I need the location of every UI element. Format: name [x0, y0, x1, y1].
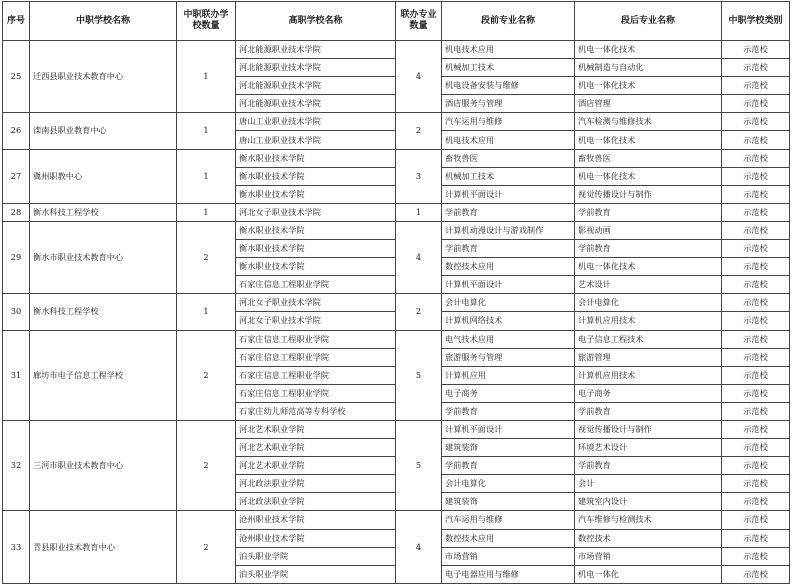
school-category: 示范校 [722, 439, 790, 457]
pre-major-name: 旅游服务与管理 [442, 348, 575, 366]
school-category: 示范校 [722, 294, 790, 312]
partner-count: 1 [177, 294, 236, 330]
pre-major-name: 计算机应用 [442, 366, 575, 384]
higher-vocational-school-name: 泊头职业学院 [236, 565, 396, 583]
school-category: 示范校 [722, 185, 790, 203]
row-number: 25 [3, 41, 30, 113]
secondary-school-name: 廊坊市电子信息工程学校 [30, 330, 177, 420]
post-major-name: 电子信息工程技术 [575, 330, 722, 348]
pre-major-name: 建筑装饰 [442, 439, 575, 457]
secondary-school-name: 冀州职教中心 [30, 149, 177, 203]
higher-vocational-school-name: 唐山工业职业技术学院 [236, 113, 396, 131]
higher-vocational-school-name: 石家庄信息工程职业学院 [236, 330, 396, 348]
higher-vocational-school-name: 河北能源职业技术学院 [236, 59, 396, 77]
post-major-name: 建筑室内设计 [575, 493, 722, 511]
header-row [3, 2, 790, 41]
header-secondary-school: 中职学校名称 [30, 2, 177, 41]
major-count: 5 [396, 330, 442, 420]
pre-major-name: 计算机平面设计 [442, 420, 575, 438]
pre-major-name: 电气技术应用 [442, 330, 575, 348]
higher-vocational-school-name: 沧州职业技术学院 [236, 511, 396, 529]
school-category: 示范校 [722, 493, 790, 511]
table-row [3, 330, 790, 348]
post-major-name: 视觉传播设计与制作 [575, 185, 722, 203]
pre-major-name: 机电设备安装与维修 [442, 77, 575, 95]
post-major-name: 机电一体化技术 [575, 41, 722, 59]
major-count: 3 [396, 149, 442, 203]
school-category: 示范校 [722, 384, 790, 402]
pre-major-name: 电子电器应用与维修 [442, 565, 575, 583]
partner-count: 1 [177, 113, 236, 149]
table-wrapper [2, 1, 790, 584]
higher-vocational-school-name: 河北艺术职业学院 [236, 439, 396, 457]
school-category: 示范校 [722, 366, 790, 384]
pre-major-name: 学前教育 [442, 240, 575, 258]
pre-major-name: 学前教育 [442, 402, 575, 420]
partner-count: 2 [177, 221, 236, 293]
higher-vocational-school-name: 河北能源职业技术学院 [236, 77, 396, 95]
post-major-name: 畜牧兽医 [575, 149, 722, 167]
post-major-name: 旅游管理 [575, 348, 722, 366]
post-major-name: 机电一体化技术 [575, 258, 722, 276]
school-category: 示范校 [722, 95, 790, 113]
pre-major-name: 电子商务 [442, 384, 575, 402]
higher-vocational-school-name: 河北女子职业技术学院 [236, 312, 396, 330]
higher-vocational-school-name: 河北政法职业学院 [236, 493, 396, 511]
higher-vocational-school-name: 石家庄幼儿师范高等专科学校 [236, 402, 396, 420]
school-category: 示范校 [722, 348, 790, 366]
higher-vocational-school-name: 河北能源职业技术学院 [236, 95, 396, 113]
secondary-school-name: 迁西县职业技术教育中心 [30, 41, 177, 113]
secondary-school-name: 滦南县职业教育中心 [30, 113, 177, 149]
post-major-name: 影视动画 [575, 221, 722, 239]
higher-vocational-school-name: 衡水职业技术学院 [236, 221, 396, 239]
post-major-name: 汽车检测与维修技术 [575, 113, 722, 131]
header-no: 序号 [3, 2, 30, 41]
pre-major-name: 数控技术应用 [442, 258, 575, 276]
higher-vocational-school-name: 石家庄信息工程职业学院 [236, 276, 396, 294]
pre-major-name: 汽车运用与维修 [442, 113, 575, 131]
higher-vocational-school-name: 河北能源职业技术学院 [236, 41, 396, 59]
post-major-name: 艺术设计 [575, 276, 722, 294]
row-number: 30 [3, 294, 30, 330]
post-major-name: 学前教育 [575, 203, 722, 221]
table-row [3, 420, 790, 438]
school-category: 示范校 [722, 77, 790, 95]
pre-major-name: 机械加工技术 [442, 167, 575, 185]
school-category: 示范校 [722, 258, 790, 276]
higher-vocational-school-name: 河北女子职业技术学院 [236, 203, 396, 221]
pre-major-name: 市场营销 [442, 547, 575, 565]
higher-vocational-school-name: 衡水职业技术学院 [236, 167, 396, 185]
post-major-name: 机电一体化技术 [575, 167, 722, 185]
partner-count: 2 [177, 330, 236, 420]
higher-vocational-school-name: 石家庄信息工程职业学院 [236, 348, 396, 366]
school-category: 示范校 [722, 149, 790, 167]
header-partner-count: 中职联办学校数量 [177, 2, 236, 41]
school-category: 示范校 [722, 457, 790, 475]
major-count: 5 [396, 420, 442, 510]
major-count: 1 [396, 203, 442, 221]
post-major-name: 机械制造与自动化 [575, 59, 722, 77]
major-count: 4 [396, 41, 442, 113]
post-major-name: 汽车维修与检测技术 [575, 511, 722, 529]
post-major-name: 机电一体化技术 [575, 77, 722, 95]
pre-major-name: 汽车运用与维修 [442, 511, 575, 529]
secondary-school-name: 三河市职业技术教育中心 [30, 420, 177, 510]
school-category: 示范校 [722, 59, 790, 77]
table-row [3, 41, 790, 59]
header-school-category: 中职学校类别 [722, 2, 790, 41]
pre-major-name: 计算机动漫设计与游戏制作 [442, 221, 575, 239]
header-higher-vocational-school: 高职学校名称 [236, 2, 396, 41]
table-row [3, 203, 790, 221]
table-body [3, 41, 790, 584]
major-count: 2 [396, 113, 442, 149]
higher-vocational-school-name: 沧州职业技术学院 [236, 529, 396, 547]
partner-count: 1 [177, 149, 236, 203]
row-number: 31 [3, 330, 30, 420]
pre-major-name: 计算机平面设计 [442, 276, 575, 294]
row-number: 32 [3, 420, 30, 510]
header-pre-major: 段前专业名称 [442, 2, 575, 41]
header-post-major: 段后专业名称 [575, 2, 722, 41]
row-number: 27 [3, 149, 30, 203]
school-category: 示范校 [722, 529, 790, 547]
school-category: 示范校 [722, 420, 790, 438]
higher-vocational-school-name: 石家庄信息工程职业学院 [236, 366, 396, 384]
secondary-school-name: 衡水市职业技术教育中心 [30, 221, 177, 293]
table-row [3, 149, 790, 167]
pre-major-name: 计算机网络技术 [442, 312, 575, 330]
post-major-name: 会计电算化 [575, 294, 722, 312]
school-category: 示范校 [722, 131, 790, 149]
school-category: 示范校 [722, 475, 790, 493]
major-count: 4 [396, 221, 442, 293]
school-category: 示范校 [722, 511, 790, 529]
higher-vocational-school-name: 河北政法职业学院 [236, 475, 396, 493]
vocational-cooperation-table [2, 1, 790, 584]
row-number: 29 [3, 221, 30, 293]
pre-major-name: 计算机平面设计 [442, 185, 575, 203]
higher-vocational-school-name: 衡水职业技术学院 [236, 240, 396, 258]
row-number: 26 [3, 113, 30, 149]
school-category: 示范校 [722, 240, 790, 258]
post-major-name: 数控技术 [575, 529, 722, 547]
pre-major-name: 学前教育 [442, 203, 575, 221]
pre-major-name: 畜牧兽医 [442, 149, 575, 167]
post-major-name: 学前教育 [575, 402, 722, 420]
school-category: 示范校 [722, 312, 790, 330]
table-row [3, 294, 790, 312]
higher-vocational-school-name: 泊头职业学院 [236, 547, 396, 565]
post-major-name: 电子商务 [575, 384, 722, 402]
header-major-count: 联办专业数量 [396, 2, 442, 41]
school-category: 示范校 [722, 41, 790, 59]
partner-count: 2 [177, 511, 236, 583]
higher-vocational-school-name: 衡水职业技术学院 [236, 185, 396, 203]
major-count: 4 [396, 511, 442, 583]
school-category: 示范校 [722, 276, 790, 294]
pre-major-name: 机械加工技术 [442, 59, 575, 77]
school-category: 示范校 [722, 167, 790, 185]
school-category: 示范校 [722, 565, 790, 583]
secondary-school-name: 衡水科技工程学校 [30, 294, 177, 330]
higher-vocational-school-name: 衡水职业技术学院 [236, 149, 396, 167]
post-major-name: 环境艺术设计 [575, 439, 722, 457]
school-category: 示范校 [722, 113, 790, 131]
major-count: 2 [396, 294, 442, 330]
post-major-name: 酒店管理 [575, 95, 722, 113]
table-row [3, 221, 790, 239]
school-category: 示范校 [722, 547, 790, 565]
pre-major-name: 机电技术应用 [442, 131, 575, 149]
school-category: 示范校 [722, 221, 790, 239]
secondary-school-name: 衡水科技工程学校 [30, 203, 177, 221]
higher-vocational-school-name: 河北女子职业技术学院 [236, 294, 396, 312]
higher-vocational-school-name: 河北艺术职业学院 [236, 420, 396, 438]
post-major-name: 市场营销 [575, 547, 722, 565]
post-major-name: 计算机应用技术 [575, 366, 722, 384]
secondary-school-name: 青县职业技术教育中心 [30, 511, 177, 583]
pre-major-name: 会计电算化 [442, 475, 575, 493]
post-major-name: 学前教育 [575, 240, 722, 258]
higher-vocational-school-name: 衡水职业技术学院 [236, 258, 396, 276]
post-major-name: 会计 [575, 475, 722, 493]
school-category: 示范校 [722, 203, 790, 221]
post-major-name: 机电一体化 [575, 565, 722, 583]
post-major-name: 计算机应用技术 [575, 312, 722, 330]
pre-major-name: 学前教育 [442, 457, 575, 475]
pre-major-name: 数控技术应用 [442, 529, 575, 547]
table-row [3, 511, 790, 529]
higher-vocational-school-name: 石家庄信息工程职业学院 [236, 384, 396, 402]
pre-major-name: 建筑装饰 [442, 493, 575, 511]
table-row [3, 113, 790, 131]
higher-vocational-school-name: 河北艺术职业学院 [236, 457, 396, 475]
higher-vocational-school-name: 唐山工业职业技术学院 [236, 131, 396, 149]
partner-count: 2 [177, 420, 236, 510]
post-major-name: 机电一体化技术 [575, 131, 722, 149]
pre-major-name: 机电技术应用 [442, 41, 575, 59]
school-category: 示范校 [722, 402, 790, 420]
school-category: 示范校 [722, 330, 790, 348]
pre-major-name: 会计电算化 [442, 294, 575, 312]
partner-count: 1 [177, 41, 236, 113]
partner-count: 1 [177, 203, 236, 221]
post-major-name: 学前教育 [575, 457, 722, 475]
row-number: 28 [3, 203, 30, 221]
row-number: 33 [3, 511, 30, 583]
pre-major-name: 酒店服务与管理 [442, 95, 575, 113]
post-major-name: 视觉传播设计与制作 [575, 420, 722, 438]
